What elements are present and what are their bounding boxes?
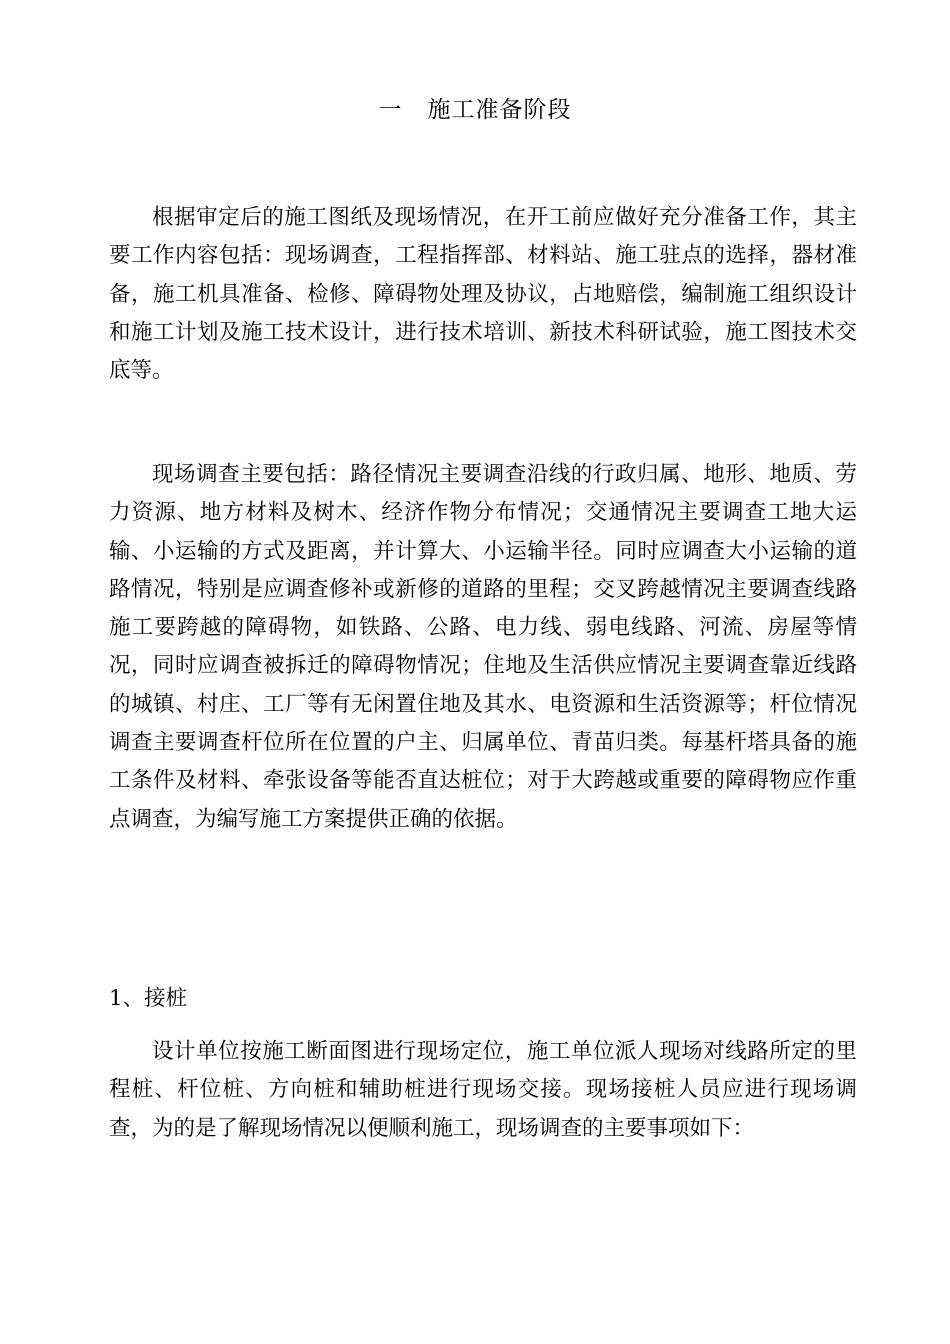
body-block-1 bbox=[109, 199, 857, 390]
paragraph-preparation: 根据审定后的施工图纸及现场情况，在开工前应做好充分准备工作，其主要工作内容包括：现场调查，工程指挥部、材料站、施工驻点的选择，器材准备，施工机具准备、检修、障碍物处理及协议，占地赔偿，编制施工组织设计和施工计划及施工技术设计，进行技术培训、新技术科研试验，施工图技术交底等。 bbox=[109, 205, 857, 384]
paragraph-site-survey: 现场调查主要包括：路径情况主要调查沿线的行政归属、地形、地质、劳力资源、地方材料及树木、经济作物分布情况；交通情况主要调查工地大运输、小运输的方式及距离，并计算大、小运输半径。同时应调查大小运输的道路情况，特别是应调查修补或新修的道路的里程；交叉跨越情况主要调查线路施工要跨越的障碍物，如铁路、公路、电力线、弱电线路、河流、房屋等情况，同时应调查被拆迁的障碍物情况；住地及生活供应情况主要调查靠近线路的城镇、村庄、工厂等有无闲置住地及其水、电资源和生活资源等；杆位情况调查主要调查杆位所在位置的户主、归属单位、青苗归类。每基杆塔具备的施工条件及材料、牵张设备等能否直达桩位；对于大跨越或重要的障碍物应作重点调查，为编写施工方案提供正确的依据。 bbox=[109, 462, 857, 832]
document-title: 一 施工准备阶段 bbox=[378, 97, 572, 123]
paragraph-stake-handover: 设计单位按施工断面图进行现场定位，施工单位派人现场对线路所定的里程桩、杆位桩、方向桩和辅助桩进行现场交接。现场接桩人员应进行现场调查，为的是了解现场情况以便顺利施工，现场调查的主要事项如下： bbox=[109, 1039, 857, 1141]
section-heading: 1、接桩 bbox=[109, 986, 188, 1011]
body-block-4 bbox=[109, 1033, 857, 1148]
body-block-3 bbox=[109, 980, 857, 1018]
body-block-2 bbox=[109, 456, 857, 839]
